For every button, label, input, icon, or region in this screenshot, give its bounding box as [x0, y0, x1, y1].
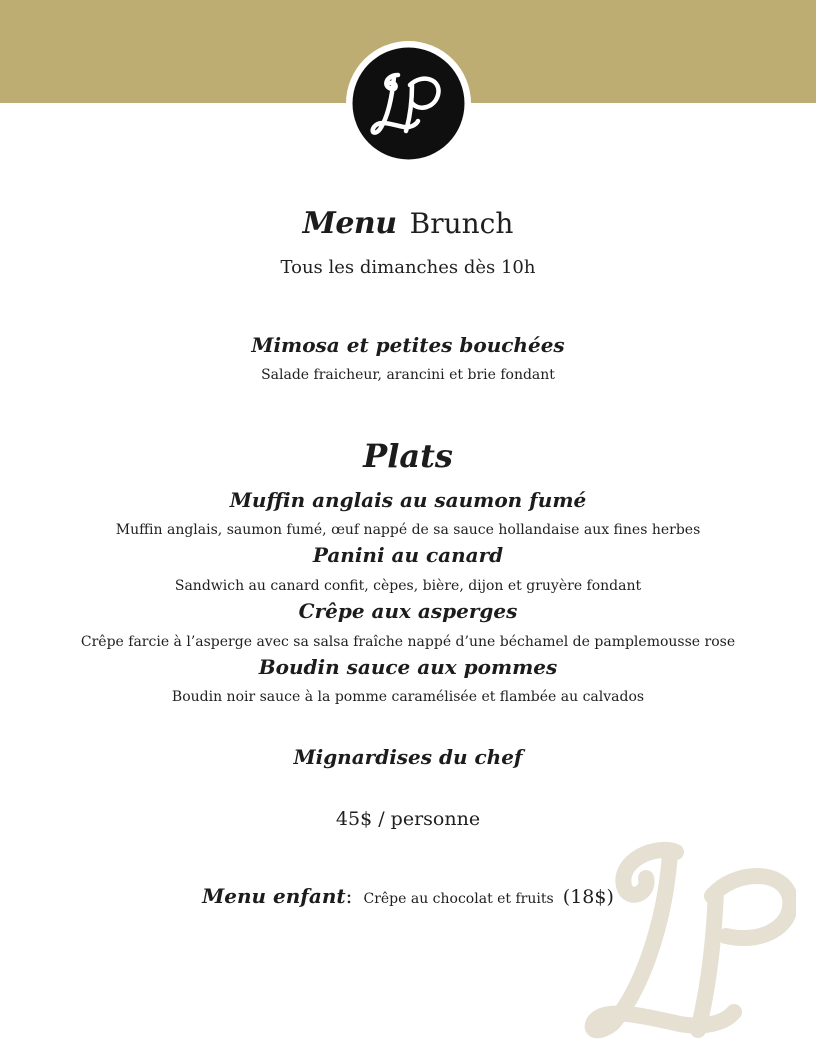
plat-item-description: Boudin noir sauce à la pomme caramélisée et flambée au calvados: [171, 689, 645, 705]
starter-title: Mimosa et petites bouchées: [251, 333, 565, 357]
watermark-logo-icon: [584, 840, 796, 1040]
menu-title-script: Menu: [302, 206, 397, 241]
kids-menu-colon: :: [345, 884, 353, 908]
plat-item-description: Crêpe farcie à l’asperge avec sa salsa fraîche nappé d’une béchamel de pamplemousse rose: [80, 634, 736, 650]
menu-title: [0, 206, 816, 241]
starter-description: Salade fraicheur, arancini et brie fondant: [261, 367, 555, 383]
menu-subtitle: Tous les dimanches dès 10h: [280, 257, 536, 278]
logo-icon: [346, 41, 471, 166]
plat-item-name: Panini au canard: [312, 543, 504, 567]
plat-item-name: Crêpe aux asperges: [298, 599, 518, 623]
plat-item-description: Sandwich au canard confit, cèpes, bière, dijon et gruyère fondant: [174, 578, 642, 594]
menu-title-plain: Brunch: [409, 207, 514, 240]
plats-heading: Plats: [363, 437, 453, 475]
plat-item-description: Muffin anglais, saumon fumé, œuf nappé de sa sauce hollandaise aux fines herbes: [115, 522, 701, 538]
plat-item-name: Boudin sauce aux pommes: [258, 655, 558, 679]
kids-menu-label: Menu enfant: [202, 884, 346, 908]
logo: [346, 41, 471, 166]
dessert-title: Mignardises du chef: [293, 745, 523, 769]
kids-menu-price: (18$): [562, 886, 614, 908]
plat-item-name: Muffin anglais au saumon fumé: [229, 488, 587, 512]
price: 45$ / personne: [335, 808, 481, 830]
kids-menu-item: Crêpe au chocolat et fruits: [363, 891, 554, 907]
